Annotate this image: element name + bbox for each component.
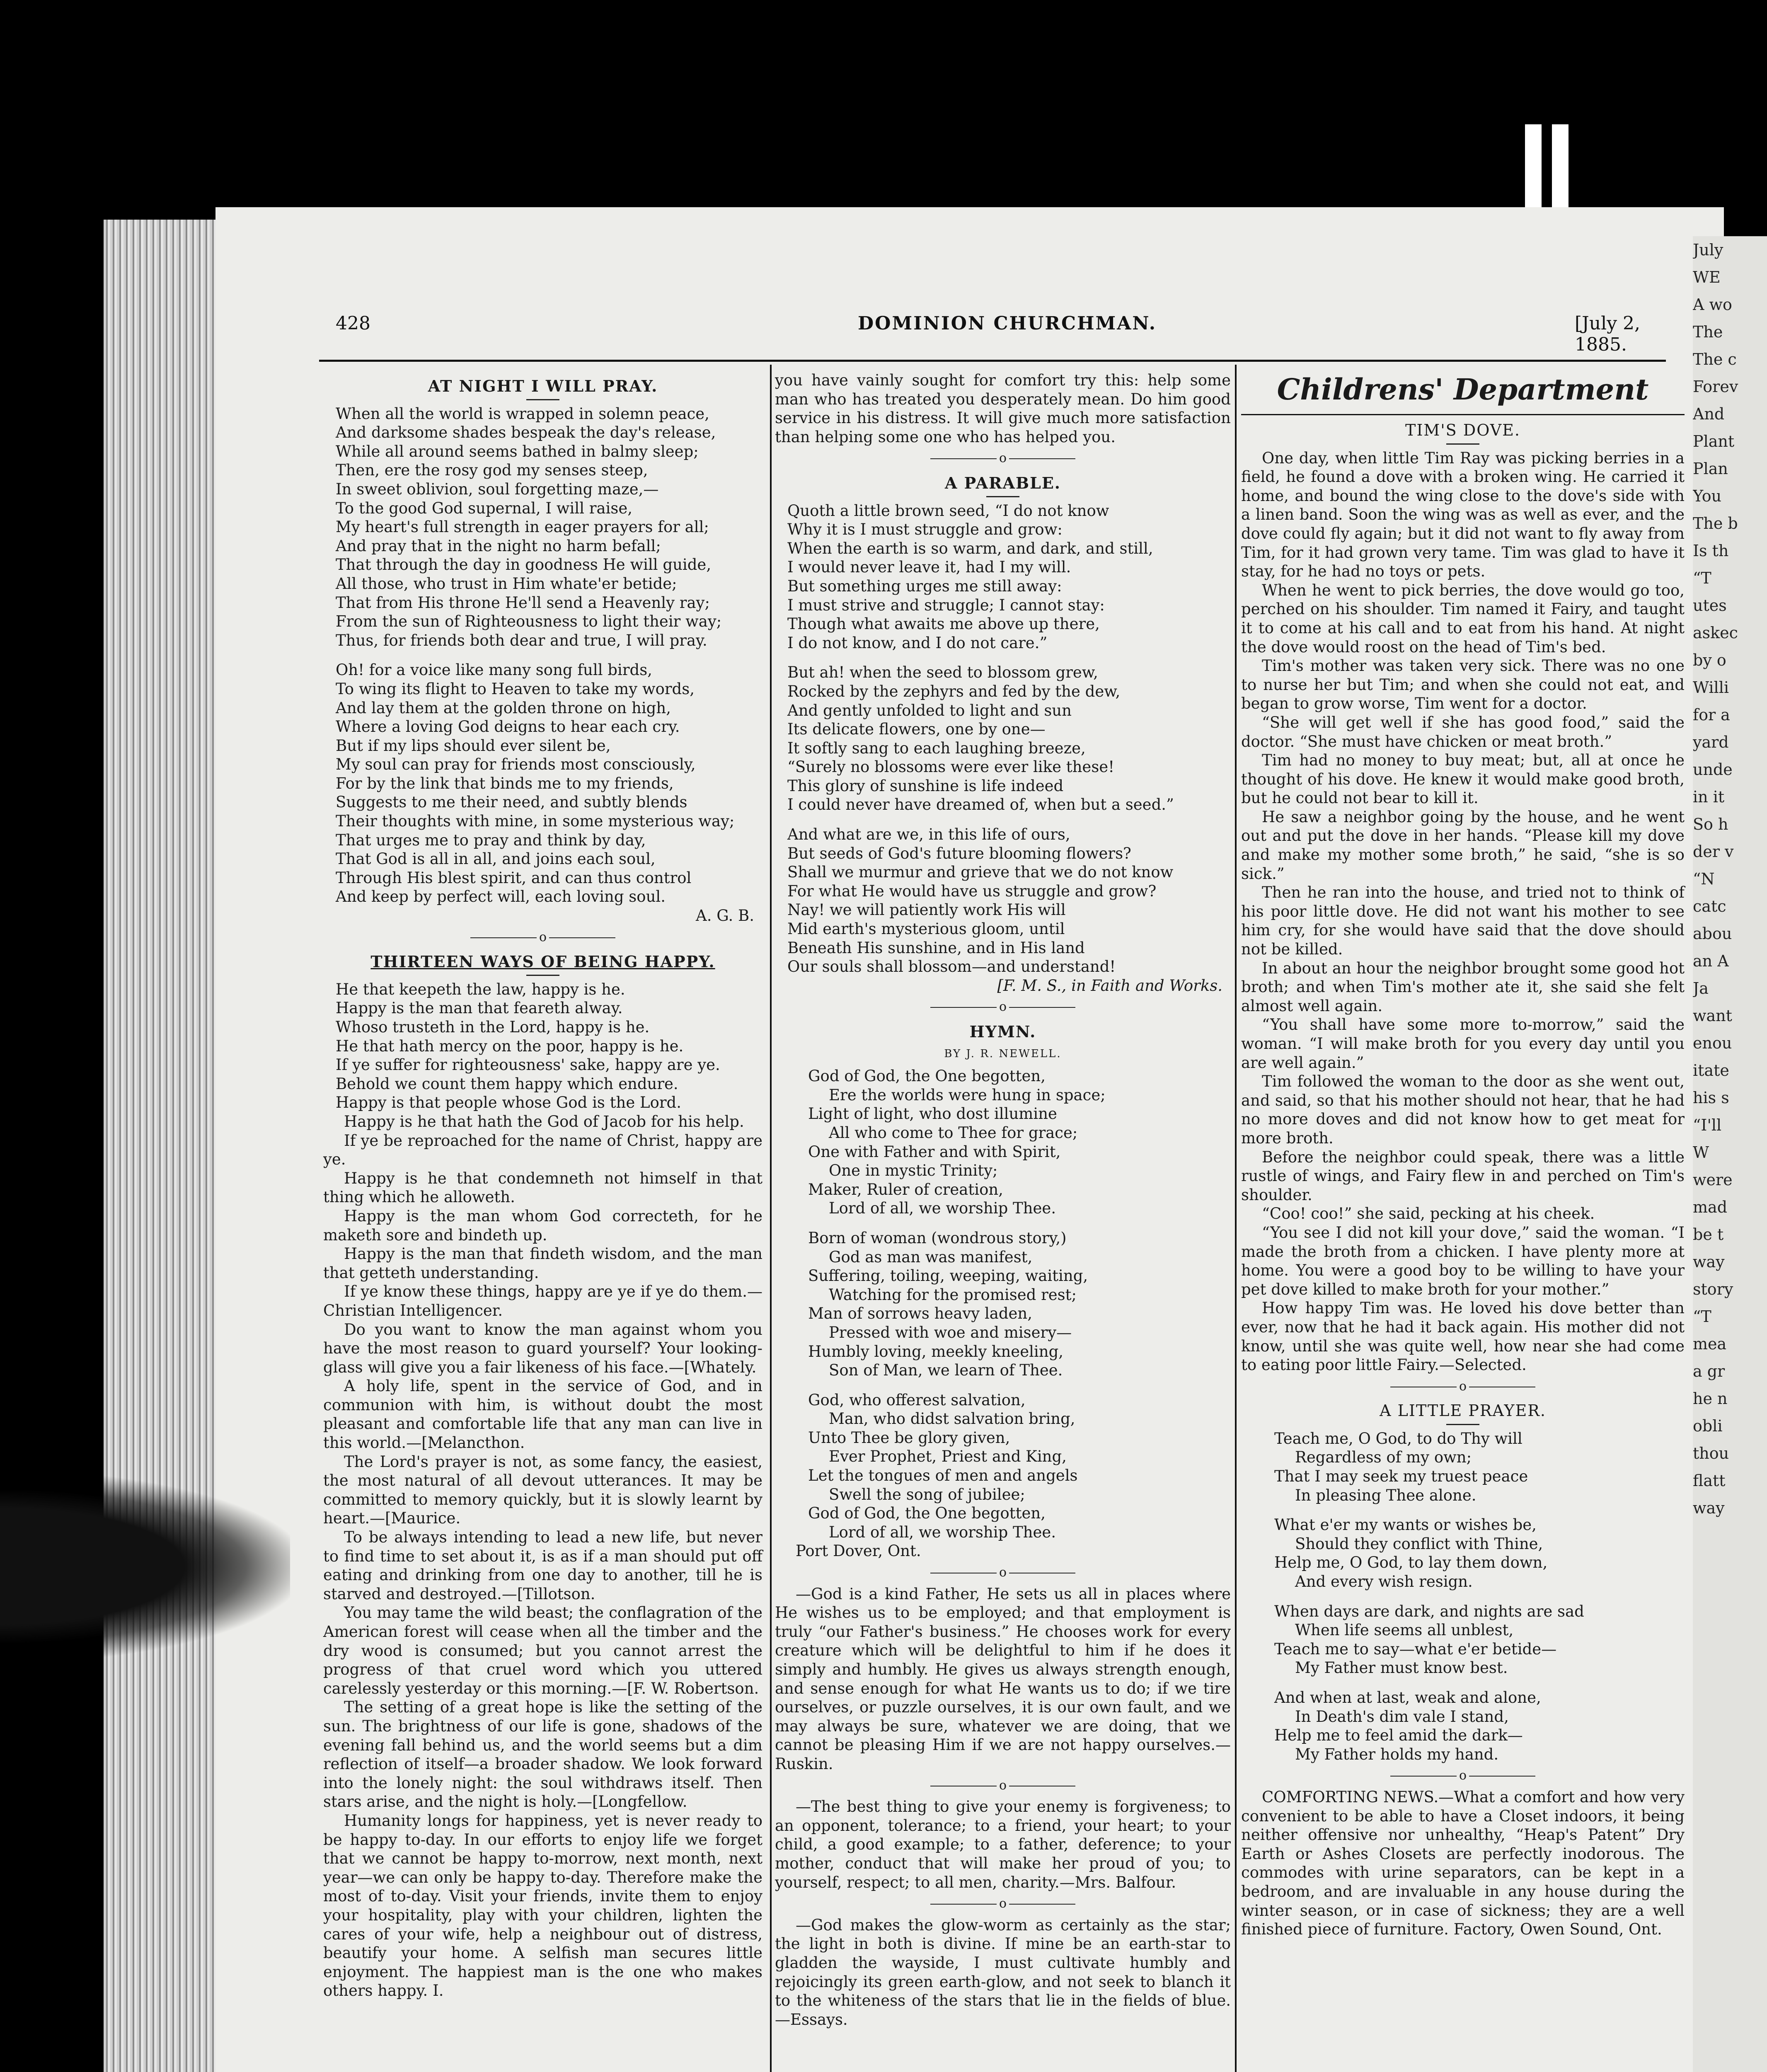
verse-line: I would never leave it, had I my will. <box>787 558 1071 576</box>
adjacent-page-fragment: July <box>1693 241 1723 259</box>
parable-stanza-2 <box>775 663 1231 814</box>
prayer-stanza-3 <box>1241 1602 1685 1677</box>
verse-line: Their thoughts with mine, in some mysterious way; <box>336 812 735 830</box>
verse-line: He that keepeth the law, happy is he. <box>336 980 625 998</box>
poem-stanza-1 <box>323 404 762 650</box>
verse-line: Let the tongues of men and angels <box>808 1467 1078 1485</box>
verse-line: God of God, the One begotten, <box>808 1504 1046 1523</box>
verse-line: And when at last, weak and alone, <box>1274 1689 1541 1706</box>
intro-paragraph: you have vainly sought for comfort try this: help some man who has treated you desperately mean. Do him good service in his distress. It will give much more satisfaction than helping some one who has helped you. <box>775 371 1231 446</box>
verse-line: And pray that in the night no harm befall; <box>336 537 661 555</box>
adjacent-page-fragment: way <box>1693 1499 1725 1517</box>
verse-line: All those, who trust in Him whate'er betide; <box>336 574 677 593</box>
verse-line: Watching for the promised rest; <box>829 1285 1077 1304</box>
hymn-place: Port Dover, Ont. <box>796 1542 921 1560</box>
title-rule <box>526 399 559 400</box>
story-title: TIM'S DOVE. <box>1405 421 1521 439</box>
paragraph: Humanity longs for happiness, yet is never ready to be happy to-day. In our efforts to enjoy life we forget that we cannot be happy to-morrow, next month, next year—we can only be happy to-day. Therefore make the most of to-day. Visit your friends, invite them to enjoy your hospitality, play with your children, lighten the cares of your wife, help a neighbour out of distress, beautify your home. A selfish man secures little enjoyment. The happiest man is the one who makes others happy. I. <box>323 1811 762 2000</box>
verse-line: Quoth a little brown seed, “I do not know <box>787 501 1109 520</box>
verse-line: My Father must know best. <box>1295 1659 1508 1677</box>
verse-line: It softly sang to each laughing breeze, <box>787 739 1086 757</box>
verse-line: But something urges me still away: <box>787 577 1062 595</box>
verse-line: I could never have dreamed of, when but a seed.” <box>787 796 1174 814</box>
verse-line: That God is all in all, and joins each soul, <box>336 850 656 868</box>
adjacent-page-fragment: mea <box>1693 1335 1727 1353</box>
verse-line: Son of Man, we learn of Thee. <box>829 1361 1063 1380</box>
adjacent-page-fragment: way <box>1693 1253 1725 1271</box>
verse-line: That through the day in goodness He will guide, <box>336 556 712 574</box>
paragraph: “You shall have some more to-morrow,” said the woman. “I will make broth for you every day until you are well again.” <box>1241 1016 1685 1072</box>
paragraph: Tim followed the woman to the door as she went out, and said, so that his mother should not hear, that he had no more doves and did not know how to get meat for more broth. <box>1241 1072 1685 1147</box>
verse-line: Beneath His sunshine, and in His land <box>787 939 1085 957</box>
adjacent-page-fragment: der v <box>1693 842 1734 861</box>
verse-line: Man, who didst salvation bring, <box>829 1410 1075 1428</box>
poem-stanza-2 <box>323 661 762 906</box>
adjacent-page-fragment: Willi <box>1693 678 1729 697</box>
adjacent-page-fragment: “T <box>1693 569 1711 587</box>
parable-stanza-1 <box>775 501 1231 653</box>
verse-line: Thus, for friends both dear and true, I will pray. <box>336 631 707 649</box>
verse-line: Whoso trusteth in the Lord, happy is he. <box>336 1018 650 1036</box>
verse-line: For what He would have us struggle and grow? <box>787 882 1157 900</box>
verse-line: Rocked by the zephyrs and fed by the dew, <box>787 682 1121 700</box>
paragraph: Happy is the man that findeth wisdom, and the man that getteth understanding. <box>323 1245 762 1282</box>
verse-line: And every wish resign. <box>1295 1573 1473 1591</box>
adjacent-page-fragment: Is th <box>1693 542 1729 560</box>
page-header <box>336 313 1653 355</box>
adjacent-page-fragment: itate <box>1693 1061 1729 1080</box>
verse-line: Swell the song of jubilee; <box>829 1485 1025 1503</box>
verse-line: Man of sorrows heavy laden, <box>808 1305 1033 1323</box>
adjacent-page-fragment: “N <box>1693 870 1715 888</box>
verse-line: Born of woman (wondrous story,) <box>808 1229 1067 1247</box>
verse-line: In Death's dim vale I stand, <box>1295 1707 1509 1726</box>
verse-line: Then, ere the rosy god my senses steep, <box>336 461 648 479</box>
verse-line: Help me, O God, to lay them down, <box>1274 1554 1548 1572</box>
hymn-stanza-3 <box>775 1391 1231 1542</box>
adjacent-page-fragment: for a <box>1693 706 1730 724</box>
adjacent-page-fragment: mad <box>1693 1198 1728 1216</box>
department-title: Childrens' Department <box>1277 372 1649 407</box>
verse-line: When life seems all unblest, <box>1295 1621 1514 1639</box>
verse-line: This glory of sunshine is life indeed <box>787 777 1064 795</box>
section-separator: o <box>775 1563 1231 1582</box>
verse-line: Pressed with woe and misery— <box>829 1323 1072 1341</box>
verse-line: For by the link that binds me to my friends, <box>336 774 674 792</box>
verse-line: I do not know, and I do not care.” <box>787 634 1048 652</box>
prayer-stanza-4 <box>1241 1688 1685 1764</box>
paragraph: “You see I did not kill your dove,” said the woman. “I made the broth from a chicken. I have plenty more at home. You were a good boy to be willing to have your pet dove killed to make broth for your mother.” <box>1241 1223 1685 1298</box>
adjacent-page-fragment: in it <box>1693 788 1725 806</box>
verse-line: Maker, Ruler of creation, <box>808 1180 1003 1198</box>
verse-line: And what are we, in this life of ours, <box>787 825 1070 844</box>
adjacent-page-fragment: enou <box>1693 1034 1732 1052</box>
paragraph: The setting of a great hope is like the setting of the sun. The brightness of our life is gone, shadows of the evening fall behind us, and the world seems but a dim reflection of itself—a broader shadow. We look forward into the lonely night: the soul withdraws itself. Then stars arise, and the night is holy.—[Longfellow. <box>323 1698 762 1811</box>
title-rule <box>526 975 559 976</box>
adjacent-page-fragment: And <box>1693 405 1725 423</box>
verse-line: God, who offerest salvation, <box>808 1391 1026 1409</box>
issue-date: [July 2, 1885. <box>1575 313 1641 355</box>
paragraph: If ye know these things, happy are ye if ye do them.—Christian Intelligencer. <box>323 1283 762 1319</box>
verse-line: Happy is that people whose God is the Lord. <box>336 1094 681 1112</box>
adjacent-page-fragment: Ja <box>1693 979 1709 997</box>
adjacent-page-fragment: want <box>1693 1007 1732 1025</box>
verse-line: “Surely no blossoms were ever like these! <box>787 758 1115 776</box>
column-divider-1 <box>770 365 772 2072</box>
adjacent-page-fragment: yard <box>1693 733 1729 751</box>
verse-line: Mid earth's mysterious gloom, until <box>787 920 1065 938</box>
hymn-stanza-2 <box>775 1229 1231 1380</box>
comforting-news-paragraph: COMFORTING NEWS.—What a comfort and how very convenient to be able to have a Closet indoors, it being neither offensive nor unhealthy, “Heap's Patent” Dry Earth or Ashes Closets are perfectly inodorous. The commodes with urine separators, can be kept in a bedroom, and are invaluable in any house during the winter season, or in case of sickness; they are a well finished piece of furniture. Factory, Owen Sound, Ont. <box>1241 1788 1685 1939</box>
paragraph: “She will get well if she has good food,” said the doctor. “She must have chicken or meat broth.” <box>1241 713 1685 750</box>
verse-line: Ere the worlds were hung in space; <box>829 1086 1106 1104</box>
poem-signature: A. G. B. <box>696 907 754 925</box>
thumb-shadow <box>0 1475 290 1658</box>
section-separator: o <box>775 1776 1231 1795</box>
verse-line: One in mystic Trinity; <box>829 1162 998 1180</box>
adjacent-page-fragment: be t <box>1693 1225 1724 1244</box>
adjacent-page-fragment: catc <box>1693 897 1726 915</box>
paragraph: A holy life, spent in the service of God, and in communion with him, is without doubt the most pleasant and comfortable life that any man can live in this world.—[Melancthon. <box>323 1377 762 1452</box>
verse-line: Humbly loving, meekly kneeling, <box>808 1342 1064 1360</box>
verse-line: My heart's full strength in eager prayers for all; <box>336 518 709 536</box>
adjacent-page-fragment: The c <box>1693 350 1737 368</box>
paragraph: Do you want to know the man against whom you have the most reason to guard yourself? Your looking-glass will give you a fair likeness of his face.—[Whately. <box>323 1320 762 1376</box>
page-number: 428 <box>336 313 370 334</box>
verse-line: And lay them at the golden throne on high, <box>336 699 671 717</box>
paragraph: Then he ran into the house, and tried not to think of his poor little dove. He did not want his mother to see him cry, for she would have said that the dove should not be killed. <box>1241 884 1685 959</box>
verse-line: And gently unfolded to light and sun <box>787 701 1072 719</box>
parable-signature: [F. M. S., in Faith and Works. <box>997 976 1222 995</box>
verse-line: One with Father and with Spirit, <box>808 1143 1061 1161</box>
book-binding-edge <box>104 220 228 2072</box>
adjacent-page-fragment: So h <box>1693 815 1728 833</box>
verse-line: All who come to Thee for grace; <box>829 1123 1078 1142</box>
verse-line: To wing its flight to Heaven to take my words, <box>336 680 695 698</box>
glow-worm-paragraph: —God makes the glow-worm as certainly as the star; the light in both is divine. If mine be an earth-star to gladden the wayside, I must cultivate humbly and rejoicingly its green earth-glow, and not seek to blanch it to the whiteness of the stars that lie in the fields of blue.—Essays. <box>775 1916 1231 2028</box>
parable-title: A PARABLE. <box>944 473 1061 492</box>
parable-stanza-3 <box>775 825 1231 976</box>
verse-line: Though what awaits me above up there, <box>787 615 1100 633</box>
section-separator: o <box>775 1894 1231 1913</box>
verse-line: That from His throne He'll send a Heavenly ray; <box>336 593 710 612</box>
column-3 <box>1241 371 1685 1939</box>
verse-line: In sweet oblivion, soul forgetting maze,— <box>336 480 659 498</box>
verse-line: Our souls shall blossom—and understand! <box>787 958 1116 976</box>
verse-line: From the sun of Righteousness to light their way; <box>336 612 722 631</box>
verse-line: Regardless of my own; <box>1295 1448 1472 1467</box>
verse-line: And darksome shades bespeak the day's release, <box>336 424 716 442</box>
verse-line: Why it is I must struggle and grow: <box>787 520 1063 539</box>
story-paragraphs <box>1241 449 1685 1375</box>
verse-line: And keep by perfect will, each loving soul. <box>336 888 666 906</box>
adjacent-page-fragment: flatt <box>1693 1472 1726 1490</box>
paragraph: The Lord's prayer is not, as some fancy, the easiest, the most natural of all devout utterances. It may be committed to memory quickly, but it is slowly learnt by heart.—[Maurice. <box>323 1452 762 1527</box>
verse-line: Shall we murmur and grieve that we do not know <box>787 863 1174 881</box>
paragraph: When he went to pick berries, the dove would go too, perched on his shoulder. Tim named it Fairy, and taught it to come at his call and to eat from his hand. At night the dove would roost on the head of Tim's bed. <box>1241 581 1685 656</box>
verse-line: When all the world is wrapped in solemn peace, <box>336 404 709 423</box>
verse-line: Behold we count them happy which endure. <box>336 1075 678 1093</box>
paragraph: Happy is he that hath the God of Jacob for his help. <box>344 1112 744 1130</box>
adjacent-page-fragment: askec <box>1693 624 1738 642</box>
adjacent-page-strip <box>1693 236 1767 2072</box>
verse-line: Happy is the man that feareth alway. <box>336 999 623 1017</box>
verse-line: Unto Thee be glory given, <box>808 1428 1010 1447</box>
adjacent-page-fragment: Plant <box>1693 432 1735 450</box>
section-separator: o <box>1241 1766 1685 1785</box>
adjacent-page-fragment: his s <box>1693 1089 1729 1107</box>
best-thing-paragraph: —The best thing to give your enemy is forgiveness; to an opponent, tolerance; to a friend, your heart; to your child, a good example; to a father, deference; to your mother, conduct that will make her proud of you; to yourself, respect; to all men, charity.—Mrs. Balfour. <box>775 1798 1231 1891</box>
verse-line: If ye suffer for righteousness' sake, happy are ye. <box>336 1056 720 1074</box>
verse-line: My soul can pray for friends most consciously, <box>336 755 696 774</box>
column-2 <box>775 371 1231 2029</box>
hymn-stanza-1 <box>775 1067 1231 1218</box>
kind-father-paragraph: —God is a kind Father, He sets us all in places where He wishes us to be employed; and that employment is truly “our Father's business.” He chooses work for every creature which will be delightful to him if he does it simply and humbly. He gives us always strength enough, and sense enough for what He wants us to do; if we tire ourselves, or puzzle ourselves, it is our own fault, and we may always be sure, whatever we are doing, that we cannot be pleasing Him if we are not happy ourselves.—Ruskin. <box>775 1585 1231 1773</box>
adjacent-page-fragment: he n <box>1693 1389 1728 1408</box>
adjacent-page-fragment: unde <box>1693 760 1733 779</box>
verse-line: When days are dark, and nights are sad <box>1274 1602 1584 1620</box>
hymn-author: BY J. R. NEWELL. <box>944 1047 1062 1060</box>
column-divider-2 <box>1235 365 1237 2072</box>
publication-title: DOMINION CHURCHMAN. <box>858 313 1157 334</box>
adjacent-page-fragment: Forev <box>1693 378 1738 396</box>
adjacent-page-fragment: obli <box>1693 1417 1723 1435</box>
column-1 <box>323 371 762 2000</box>
adjacent-page-fragment: A wo <box>1693 295 1732 314</box>
verse-line: Should they conflict with Thine, <box>1295 1535 1543 1553</box>
adjacent-page-fragment: abou <box>1693 925 1732 943</box>
section-separator: o <box>323 928 762 947</box>
poem-title: AT NIGHT I WILL PRAY. <box>428 377 658 395</box>
verse-line: Nay! we will patiently work His will <box>787 901 1066 919</box>
prayer-stanza-2 <box>1241 1515 1685 1591</box>
verse-line: In pleasing Thee alone. <box>1295 1486 1477 1504</box>
adjacent-page-fragment: an A <box>1693 952 1729 970</box>
verse-line: That urges me to pray and think by day, <box>336 831 646 849</box>
paragraph: To be always intending to lead a new life, but never to find time to set about it, is as if a man should put off eating and drinking from one day to another, till he is starved and destroyed.—[Tillotson. <box>323 1528 762 1603</box>
adjacent-page-fragment: thou <box>1693 1444 1729 1462</box>
title-rule <box>986 496 1019 497</box>
paragraph: Tim had no money to buy meat; but, all at once he thought of his dove. He knew it would make good broth, but he could not bear to kill it. <box>1241 751 1685 807</box>
verse-line: Lord of all, we worship Thee. <box>829 1199 1056 1218</box>
adjacent-page-fragment: were <box>1693 1171 1733 1189</box>
verse-line: Oh! for a voice like many song full birds, <box>336 661 652 679</box>
verse-line: I must strive and struggle; I cannot stay: <box>787 596 1105 614</box>
header-rule <box>319 360 1666 362</box>
section-separator: o <box>1241 1377 1685 1396</box>
adjacent-page-fragment: The b <box>1693 514 1738 533</box>
hymn-title: HYMN. <box>969 1022 1036 1041</box>
prayer-title: A LITTLE PRAYER. <box>1380 1402 1546 1420</box>
section-separator: o <box>775 997 1231 1017</box>
verse-line: Through His blest spirit, and can thus control <box>336 869 692 887</box>
thirteen-ways-lines <box>323 980 762 1112</box>
verse-line: But ah! when the seed to blossom grew, <box>787 663 1098 682</box>
adjacent-page-fragment: You <box>1693 487 1722 505</box>
title-rule <box>1446 1424 1479 1425</box>
verse-line: While all around seems bathed in balmy sleep; <box>336 442 699 460</box>
verse-line: Help me to feel amid the dark— <box>1274 1726 1523 1745</box>
verse-line: What e'er my wants or wishes be, <box>1274 1516 1537 1534</box>
paragraph: You may tame the wild beast; the conflagration of the American forest will cease when all the timber and the dry wood is consumed; but you cannot arrest the progress of that cruel word which you uttered carelessly yesterday or this morning.—[F. W. Robertson. <box>323 1604 762 1697</box>
verse-line: Suffering, toiling, weeping, waiting, <box>808 1267 1088 1285</box>
verse-line: Teach me to say—what e'er betide— <box>1274 1640 1557 1658</box>
paragraph: In about an hour the neighbor brought some good hot broth; and when Tim's mother ate it, she said she felt almost well again. <box>1241 959 1685 1015</box>
adjacent-page-fragment: “T <box>1693 1307 1711 1326</box>
dept-rule <box>1241 414 1685 415</box>
section-separator: o <box>775 449 1231 468</box>
verse-line: Suggests to me their need, and subtly blends <box>336 793 687 811</box>
adjacent-page-fragment: a gr <box>1693 1362 1725 1380</box>
thirteen-ways-title: THIRTEEN WAYS OF BEING HAPPY. <box>370 952 715 971</box>
verse-line: Teach me, O God, to do Thy will <box>1274 1429 1523 1447</box>
adjacent-page-fragment: story <box>1693 1280 1733 1298</box>
col1-paragraphs <box>323 1112 762 2000</box>
verse-line: He that hath mercy on the poor, happy is he. <box>336 1037 684 1055</box>
paragraph: If ye be reproached for the name of Christ, happy are ye. <box>323 1131 762 1169</box>
adjacent-page-fragment: W <box>1693 1143 1709 1162</box>
prayer-stanza-1 <box>1241 1429 1685 1505</box>
verse-line: Lord of all, we worship Thee. <box>829 1523 1056 1541</box>
verse-line: But if my lips should ever silent be, <box>336 736 611 755</box>
adjacent-page-fragment: utes <box>1693 596 1727 615</box>
verse-line: God of God, the One begotten, <box>808 1067 1046 1085</box>
title-rule <box>1446 443 1479 445</box>
verse-line: Ever Prophet, Priest and King, <box>829 1447 1067 1466</box>
paragraph: Happy is the man whom God correcteth, for he maketh sore and bindeth up. <box>323 1207 762 1244</box>
verse-line: God as man was manifest, <box>829 1248 1033 1266</box>
adjacent-page-fragment: by o <box>1693 651 1726 669</box>
paragraph: Tim's mother was taken very sick. There was no one to nurse her but Tim; and when she could not eat, and began to grow worse, Tim went for a doctor. <box>1241 657 1685 713</box>
adjacent-page-fragment: Plan <box>1693 460 1728 478</box>
paragraph: How happy Tim was. He loved his dove better than ever, now that he had it back again. His mother did not know, until she was quite well, how near she had come to eating poor little Fairy.—Selected. <box>1241 1299 1685 1374</box>
paragraph: Happy is he that condemneth not himself in that thing which he alloweth. <box>323 1169 762 1206</box>
paragraph: One day, when little Tim Ray was picking berries in a field, he found a dove with a broken wing. He carried it home, and bound the wing close to the dove's side with a linen band. Soon the wing was as well as ever, and the dove could fly again; but it did not want to fly away from Tim, for it had grown very tame. Tim was glad to have it stay, for he had no toys or pets. <box>1241 449 1685 581</box>
paragraph: He saw a neighbor going by the house, and he went out and put the dove in her hands. “Please kill my dove and make my mother some broth,” he said, “she is so sick.” <box>1241 808 1685 883</box>
verse-line: That I may seek my truest peace <box>1274 1467 1528 1486</box>
paragraph: Before the neighbor could speak, there was a little rustle of wings, and Fairy flew in and perched on Tim's shoulder. <box>1241 1148 1685 1204</box>
verse-line: But seeds of God's future blooming flowers? <box>787 844 1131 862</box>
paragraph: “Coo! coo!” she said, pecking at his cheek. <box>1262 1205 1595 1223</box>
verse-line: My Father holds my hand. <box>1295 1745 1499 1763</box>
verse-line: To the good God supernal, I will raise, <box>336 499 633 517</box>
adjacent-page-fragment: “I'll <box>1693 1116 1722 1134</box>
verse-line: Where a loving God deigns to hear each cry. <box>336 718 680 736</box>
verse-line: Its delicate flowers, one by one— <box>787 720 1046 738</box>
verse-line: When the earth is so warm, and dark, and still, <box>787 539 1153 557</box>
adjacent-page-fragment: WE <box>1693 268 1721 286</box>
verse-line: Light of light, who dost illumine <box>808 1105 1057 1123</box>
adjacent-page-fragment: The <box>1693 323 1723 341</box>
